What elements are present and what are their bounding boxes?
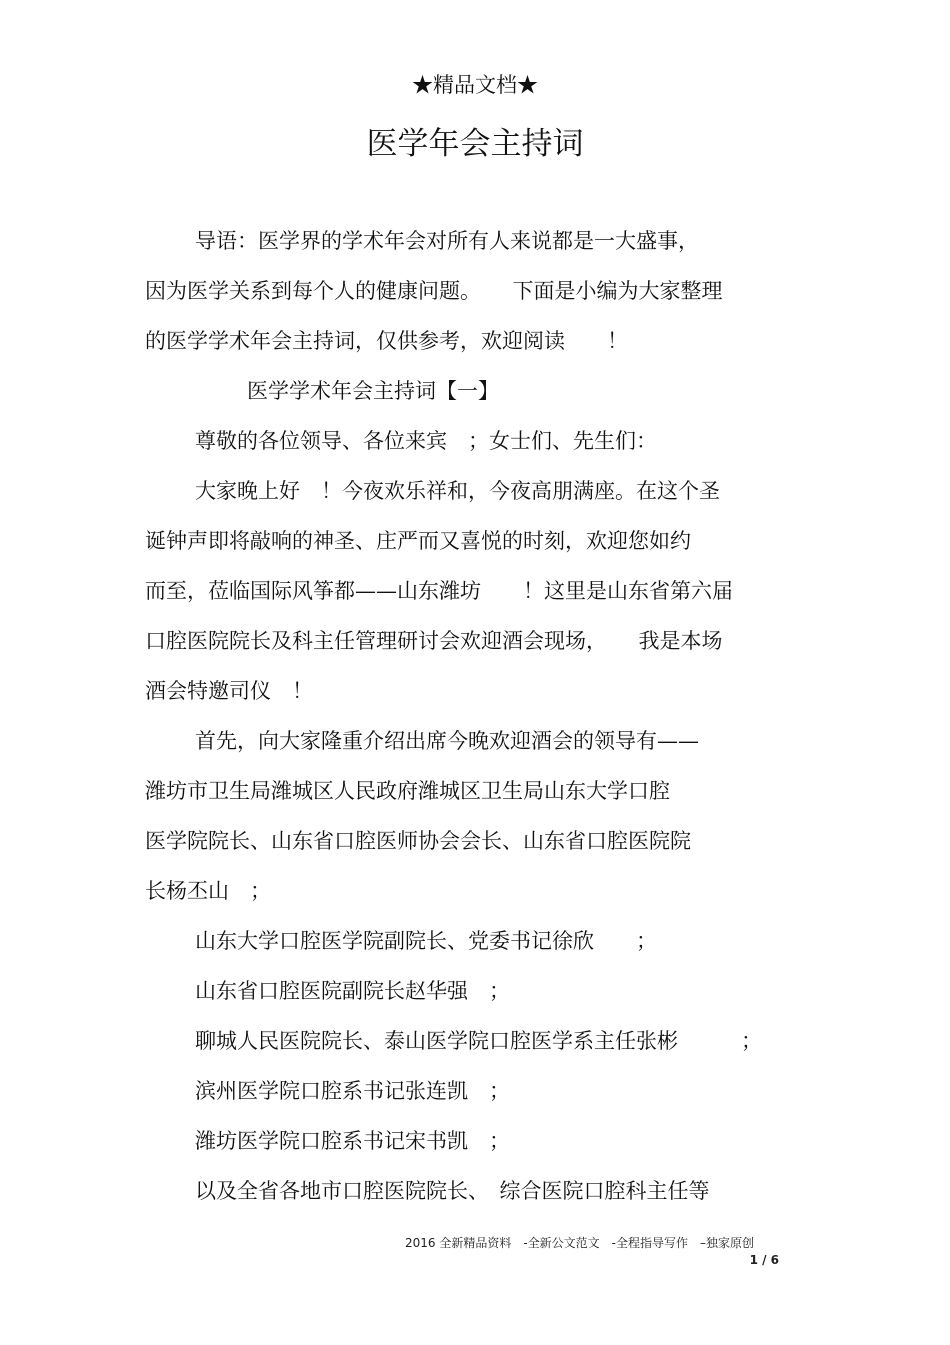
body-line: 医学院院长、山东省口腔医师协会会长、山东省口腔医院院 — [145, 829, 691, 853]
document-title: 医学年会主持词 — [366, 126, 584, 162]
page-header: ★精品文档★ — [412, 73, 538, 97]
body-line: 因为医学关系到每个人的健康问题。 下面是小编为大家整理 — [145, 279, 723, 303]
body-line: 山东省口腔医院副院长赵华强 ； — [195, 979, 510, 1003]
body-line: 潍坊医学院口腔系书记宋书凯 ； — [195, 1129, 510, 1153]
body-line: 山东大学口腔医学院副院长、党委书记徐欣 ； — [195, 929, 657, 953]
body-line: 口腔医院院长及科主任管理研讨会欢迎酒会现场， 我是本场 — [145, 629, 723, 653]
body-line: 而至，莅临国际风筝都——山东潍坊 ！这里是山东省第六届 — [145, 579, 733, 603]
body-line: 滨州医学院口腔系书记张连凯 ； — [195, 1079, 510, 1103]
body-line: 首先，向大家隆重介绍出席今晚欢迎酒会的领导有—— — [195, 729, 699, 753]
body-line: 聊城人民医院院长、泰山医学院口腔医学系主任张彬 ； — [195, 1029, 762, 1053]
body-line: 酒会特邀司仪 ！ — [145, 679, 313, 703]
body-line: 的医学学术年会主持词，仅供参考，欢迎阅读 ！ — [145, 329, 628, 353]
page-number: 1 / 6 — [749, 1253, 779, 1267]
body-line: 尊敬的各位领导、各位来宾 ；女士们、先生们： — [195, 429, 657, 453]
body-line: 以及全省各地市口腔医院院长、 综合医院口腔科主任等 — [195, 1179, 710, 1203]
section-heading: 医学学术年会主持词【一】 — [247, 379, 499, 403]
body-line: 导语：医学界的学术年会对所有人来说都是一大盛事， — [195, 229, 699, 253]
page-footer: 2016 全新精品资料 -全新公文范文 -全程指导写作 –独家原创 — [405, 1236, 755, 1250]
body-line: 潍坊市卫生局潍城区人民政府潍城区卫生局山东大学口腔 — [145, 779, 670, 803]
body-line: 诞钟声即将敲响的神圣、庄严而又喜悦的时刻，欢迎您如约 — [145, 529, 691, 553]
body-line: 大家晚上好 ！今夜欢乐祥和，今夜高朋满座。在这个圣 — [195, 479, 720, 503]
body-line: 长杨丕山 ； — [145, 879, 271, 903]
